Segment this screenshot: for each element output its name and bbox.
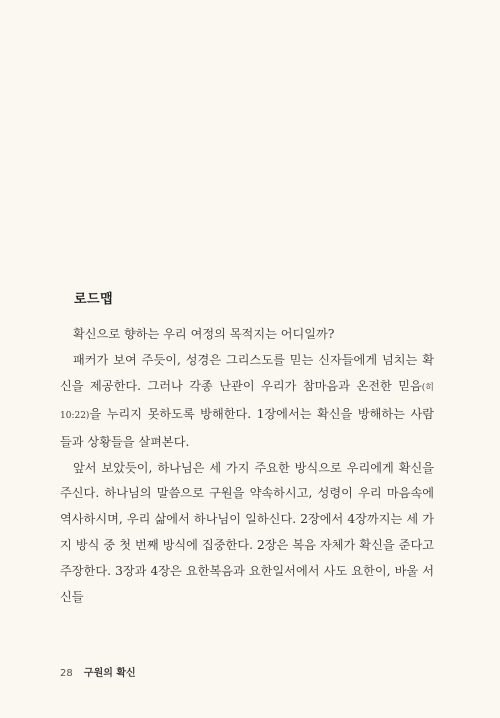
page-footer (60, 664, 136, 679)
paragraph-text: 을 누리지 못하도록 방해한다. 1장에서는 확신을 방해하는 사람들과 상황들을 살펴본다. (60, 406, 434, 449)
paragraph-1 (60, 322, 434, 348)
running-title: 구원의 확신 (83, 668, 136, 679)
scripture-reference: (히 10:22) (60, 382, 434, 421)
paragraph-text: 앞서 보았듯이, 하나님은 세 가지 주요한 방식으로 우리에게 확신을 주신다. 하나님의 말씀으로 구원을 약속하시고, 성령이 우리 마음속에 역사하시며, 우리 삶에서 하나님이 일하신다. 2장에서 4장까지는 세 가지 방식 중 첫 번째 방식에 집중한다. 2장은 복음 자체가 확신을 준다고 주장한다. 3장과 4장은 요한복음과 요한일서에서 사도 요한이, 바울 서신들 (60, 460, 434, 605)
paragraph-text: 패커가 보여 주듯이, 성경은 그리스도를 믿는 신자들에게 넘치는 확신을 제공한다. 그러나 각종 난관이 우리가 참마음과 온전한 믿음 (60, 352, 434, 393)
paragraph-3 (60, 456, 434, 611)
paragraph-2 (60, 348, 434, 456)
paragraph-text: 확신으로 향하는 우리 여정의 목적지는 어디일까? (73, 327, 335, 341)
section-heading: 로드맵 (74, 292, 114, 307)
body-text (60, 322, 434, 611)
page-number: 28 (60, 668, 73, 679)
